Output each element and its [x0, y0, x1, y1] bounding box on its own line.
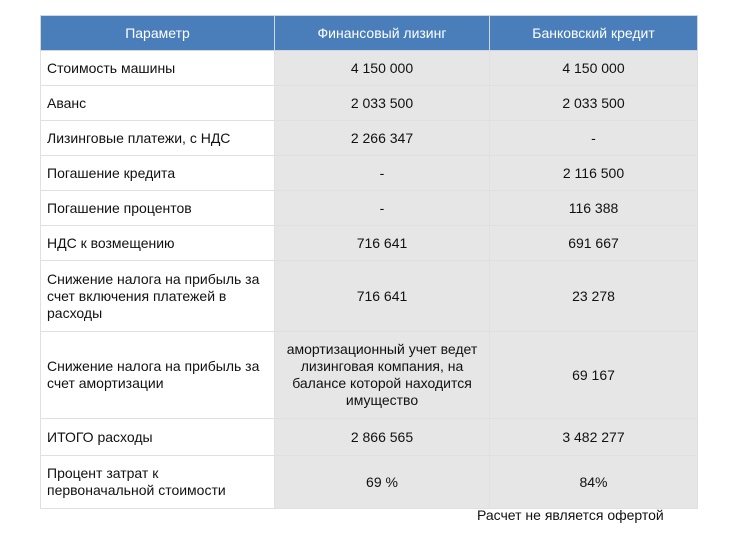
leasing-cell: -: [275, 191, 490, 226]
leasing-cell: 69 %: [275, 456, 490, 509]
table-row: [41, 191, 698, 226]
param-cell: Снижение налога на прибыль за счет амортизации: [41, 332, 275, 419]
param-cell: Погашение кредита: [41, 156, 275, 191]
table-row: [41, 51, 698, 86]
leasing-cell: 2 033 500: [275, 86, 490, 121]
credit-cell: 2 033 500: [490, 86, 698, 121]
leasing-cell: 716 641: [275, 226, 490, 261]
param-cell: ИТОГО расходы: [41, 419, 275, 456]
credit-cell: 4 150 000: [490, 51, 698, 86]
table-row: [41, 456, 698, 509]
param-cell: Лизинговые платежи, с НДС: [41, 121, 275, 156]
credit-cell: 3 482 277: [490, 419, 698, 456]
table-row: [41, 156, 698, 191]
table-row: [41, 332, 698, 419]
leasing-cell: -: [275, 156, 490, 191]
credit-cell: 84%: [490, 456, 698, 509]
credit-cell: -: [490, 121, 698, 156]
leasing-cell: 4 150 000: [275, 51, 490, 86]
table-row: [41, 86, 698, 121]
table-row: [41, 226, 698, 261]
leasing-cell: 2 266 347: [275, 121, 490, 156]
table-row: [41, 121, 698, 156]
credit-cell: 691 667: [490, 226, 698, 261]
credit-cell: 23 278: [490, 261, 698, 332]
param-cell: Аванс: [41, 86, 275, 121]
param-cell: Процент затрат к первоначальной стоимости: [41, 456, 275, 509]
param-cell: Снижение налога на прибыль за счет включения платежей в расходы: [41, 261, 275, 332]
leasing-cell: амортизационный учет ведет лизинговая компания, на балансе которой находится имущество: [275, 332, 490, 419]
param-cell: Погашение процентов: [41, 191, 275, 226]
comparison-table: [40, 15, 698, 509]
header-leasing: Финансовый лизинг: [275, 16, 490, 51]
header-credit: Банковский кредит: [490, 16, 698, 51]
param-cell: Стоимость машины: [41, 51, 275, 86]
credit-cell: 2 116 500: [490, 156, 698, 191]
credit-cell: 69 167: [490, 332, 698, 419]
table-row: [41, 261, 698, 332]
param-cell: НДС к возмещению: [41, 226, 275, 261]
credit-cell: 116 388: [490, 191, 698, 226]
leasing-cell: 2 866 565: [275, 419, 490, 456]
leasing-cell: 716 641: [275, 261, 490, 332]
header-parameter: Параметр: [41, 16, 275, 51]
header-row: [41, 16, 698, 51]
comparison-table-wrapper: [40, 15, 697, 509]
disclaimer-note: Расчет не является офертой: [477, 507, 664, 523]
table-row: [41, 419, 698, 456]
